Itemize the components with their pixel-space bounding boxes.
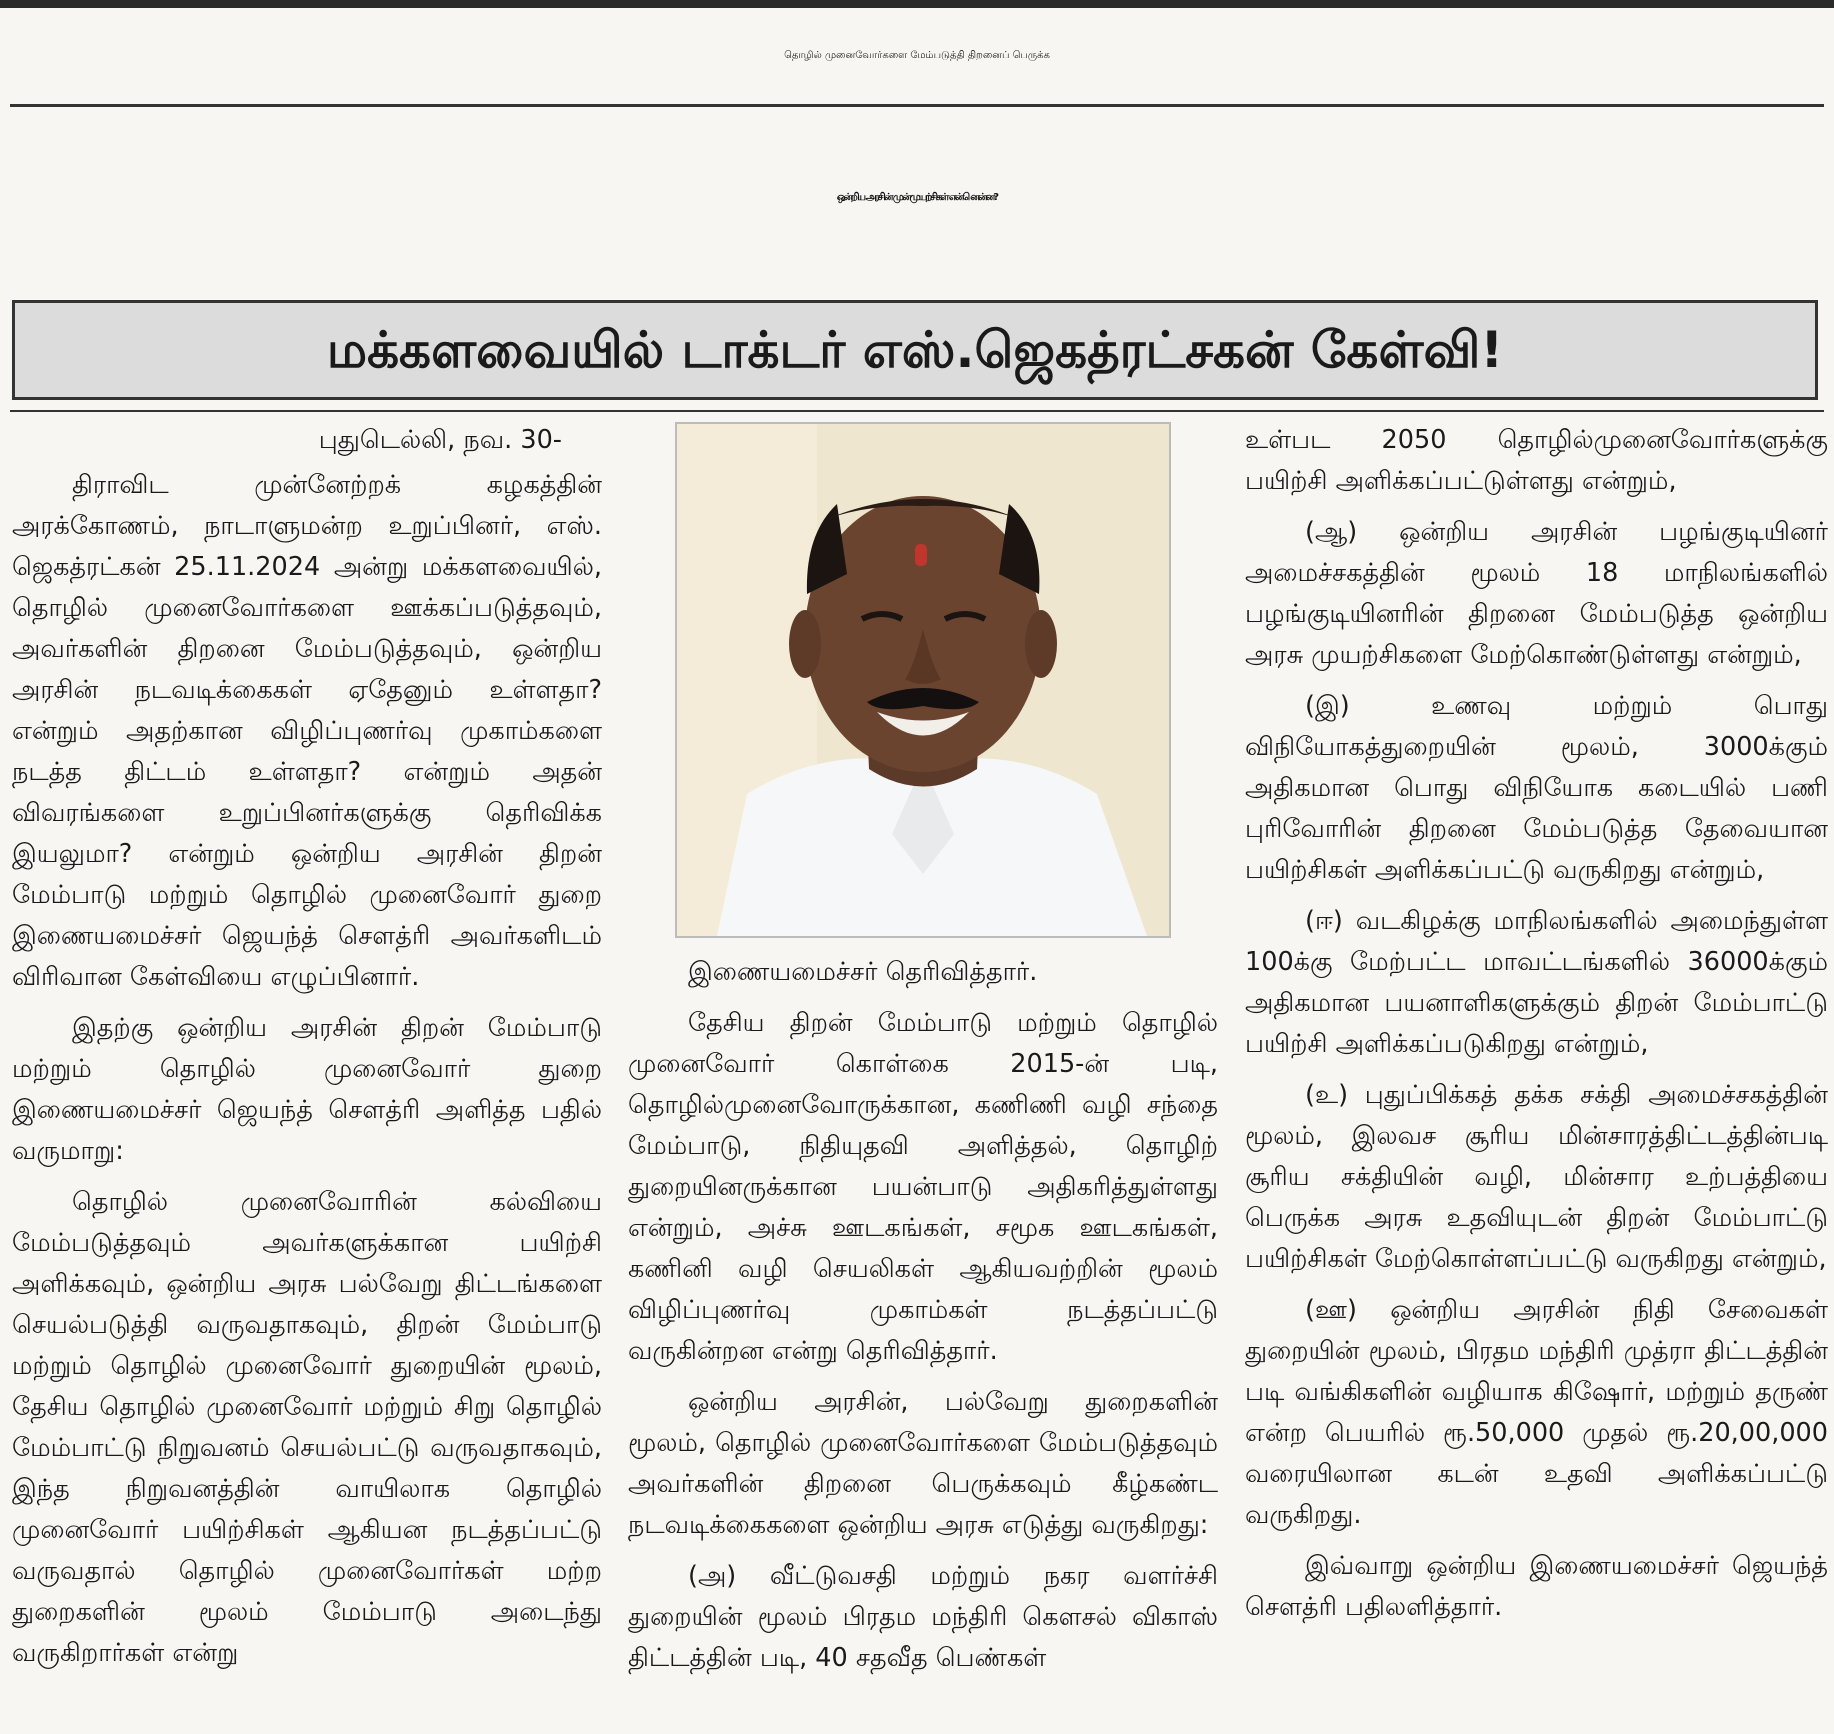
article-column-3 bbox=[1245, 420, 1828, 1720]
article-column-1 bbox=[12, 420, 602, 1720]
paragraph: (அ) வீட்டுவசதி மற்றும் நகர வளர்ச்சி துறையின் மூலம் பிரதம மந்திரி கௌசல் விகாஸ் திட்டத்தின் படி, 40 சதவீத பெண்கள் bbox=[628, 1561, 1218, 1673]
photo-caption: இணையமைச்சர் தெரிவித்தார். bbox=[688, 957, 1038, 987]
kicker-headline: தொழில் முனைவோர்களை மேம்படுத்தி திறனைப் பெருக்க bbox=[784, 50, 1050, 61]
portrait-photo bbox=[675, 422, 1171, 938]
article-column-2 bbox=[628, 420, 1218, 1720]
top-border bbox=[0, 0, 1834, 8]
subheadline-box bbox=[12, 300, 1818, 400]
paragraph: (ஊ) ஒன்றிய அரசின் நிதி சேவைகள் துறையின் மூலம், பிரதம மந்திரி முத்ரா திட்டத்தின் படி வங்கிகளின் வழியாக கிஷோர், மற்றும் தருண் என்ற பெயரில் ரூ.50,000 முதல் ரூ.20,00,000 வரையிலான கடன் உதவி அளிக்கப்பட்டு வருகிறது. bbox=[1245, 1295, 1828, 1530]
paragraph: இதற்கு ஒன்றிய அரசின் திறன் மேம்பாடு மற்றும் தொழில் முனைவோர் துறை இணையமைச்சர் ஜெயந்த் சௌத்ரி அளித்த பதில் வருமாறு: bbox=[12, 1013, 602, 1166]
paragraph: தொழில் முனைவோரின் கல்வியை மேம்படுத்தவும் அவர்களுக்கான பயிற்சி அளிக்கவும், ஒன்றிய அரசு பல்வேறு திட்டங்களை செயல்படுத்தி வருவதாகவும், திறன் மேம்பாடு மற்றும் தொழில் முனைவோர் துறையின் மூலம், தேசிய தொழில் முனைவோர் மற்றும் சிறு தொழில் மேம்பாட்டு நிறுவனம் செயல்பட்டு வருவதாகவும், இந்த நிறுவனத்தின் வாயிலாக தொழில் முனைவோர் பயிற்சிகள் ஆகியன நடத்தப்பட்டு வருவதால் தொழில் முனைவோர்கள் மற்ற துறைகளின் மூலம் மேம்பாடு அடைந்து வருகிறார்கள் என்று bbox=[12, 1187, 602, 1668]
paragraph: (ஈ) வடகிழக்கு மாநிலங்களில் அமைந்துள்ள 100க்கு மேற்பட்ட மாவட்டங்களில் 36000க்கும் அதிகமான பயனாளிகளுக்கும் திறன் மேம்பாட்டு பயிற்சி அளிக்கப்படுகிறது என்றும், bbox=[1245, 906, 1828, 1059]
paragraph: (ஆ) ஒன்றிய அரசின் பழங்குடியினர் அமைச்சகத்தின் மூலம் 18 மாநிலங்களில் பழங்குடியினரின் திறனை மேம்படுத்த ஒன்றிய அரசு முயற்சிகளை மேற்கொண்டுள்ளது என்றும், bbox=[1245, 517, 1828, 670]
main-headline: ஒன்றிய அரசின் முன்முயற்சிகள் என்னென்ன? bbox=[836, 192, 998, 203]
paragraph: உள்பட 2050 தொழில்முனைவோர்களுக்கு பயிற்சி அளிக்கப்பட்டுள்ளது என்றும், bbox=[1245, 425, 1828, 496]
portrait-photo-icon bbox=[677, 424, 1169, 936]
paragraph: தேசிய திறன் மேம்பாடு மற்றும் தொழில் முனைவோர் கொள்கை 2015-ன் படி, தொழில்முனைவோருக்கான, கணிணி வழி சந்தை மேம்பாடு, நிதியுதவி அளித்தல், தொழிற் துறையினருக்கான பயன்பாடு அதிகரித்துள்ளது என்றும், அச்சு ஊடகங்கள், சமூக ஊடகங்கள், கணினி வழி செயலிகள் ஆகியவற்றின் மூலம் விழிப்புணர்வு முகாம்கள் நடத்தப்பட்டு வருகின்றன என்று தெரிவித்தார். bbox=[628, 1008, 1218, 1366]
paragraph: ஒன்றிய அரசின், பல்வேறு துறைகளின் மூலம், தொழில் முனைவோர்களை மேம்படுத்தவும் அவர்களின் திறனை பெருக்கவும் கீழ்கண்ட நடவடிக்கைகளை ஒன்றிய அரசு எடுத்து வருகிறது: bbox=[628, 1387, 1218, 1540]
kicker-rule bbox=[10, 104, 1824, 107]
body-rule bbox=[10, 410, 1824, 412]
paragraph: (இ) உணவு மற்றும் பொது விநியோகத்துறையின் மூலம், 3000க்கும் அதிகமான பொது விநியோக கடையில் பணி புரிவோரின் திறனை மேம்படுத்த தேவையான பயிற்சிகள் அளிக்கப்பட்டு வருகிறது என்றும், bbox=[1245, 691, 1828, 885]
paragraph: திராவிட முன்னேற்றக் கழகத்தின் அரக்கோணம், நாடாளுமன்ற உறுப்பினர், எஸ். ஜெகத்ரட்கன் 25.11.2024 அன்று மக்களவையில், தொழில் முனைவோர்களை ஊக்கப்படுத்தவும், அவர்களின் திறனை மேம்படுத்தவும், ஒன்றிய அரசின் நடவடிக்கைகள் ஏதேனும் உள்ளதா? என்றும் அதற்கான விழிப்புணர்வு முகாம்களை நடத்த திட்டம் உள்ளதா? என்றும் அதன் விவரங்களை உறுப்பினர்களுக்கு தெரிவிக்க இயலுமா? என்றும் ஒன்றிய அரசின் திறன் மேம்பாடு மற்றும் தொழில் முனைவோர் துறை இணையமைச்சர் ஜெயந்த் சௌத்ரி அவர்களிடம் விரிவான கேள்வியை எழுப்பினார். bbox=[12, 470, 602, 992]
paragraph: இவ்வாறு ஒன்றிய இணையமைச்சர் ஜெயந்த் சௌத்ரி பதிலளித்தார். bbox=[1245, 1551, 1828, 1622]
subheadline-text: மக்களவையில் டாக்டர் எஸ்.ஜெகத்ரட்சகன் கேள்வி! bbox=[326, 321, 1504, 379]
dateline: புதுடெல்லி, நவ. 30- bbox=[318, 425, 562, 455]
paragraph: (உ) புதுப்பிக்கத் தக்க சக்தி அமைச்சகத்தின் மூலம், இலவச சூரிய மின்சாரத்திட்டத்தின்படி சூரிய சக்தியின் வழி, மின்சார உற்பத்தியை பெருக்க அரசு உதவியுடன் திறன் மேம்பாட்டு பயிற்சிகள் மேற்கொள்ளப்பட்டு வருகிறது என்றும், bbox=[1245, 1080, 1828, 1274]
